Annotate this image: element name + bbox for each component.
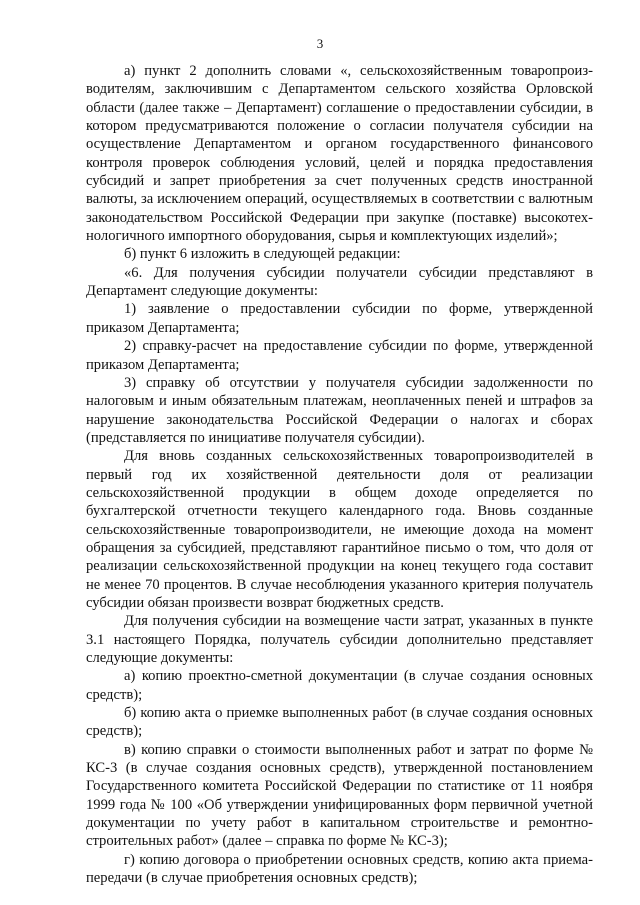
paragraph-amend-point-2: а) пункт 2 дополнить словами «, сельскохозяйственным товаропроизводителям, заключившим с Департаментом сельского хозяйства Орловской области (далее также – Департамент) соглашение о предоставлении субсидии, в котором предусматриваются положение о согласии получателя субсидии на осуществление Департаментом и органом государственного финансового контроля проверок соблюдения условий, целей и порядка предоставления субсидий и запрет приобретения за счет полученных средств иностранной валюты, за исключением операций, осуществляемых в соответствии с валютным законодательством Российской Федерации при закупке (поставке) высокотехнологичного импортного оборудования, сырья и комплектующих изделий»;: [86, 63, 593, 245]
paragraph-sub-v: в) копию справки о стоимости выполненных работ и затрат по форме № КС-3 (в случае создания основных средств), утвержденной постановлением Государственного комитета Российской Федерации по статистике от 11 ноября 1999 года № 100 «Об утверждении унифицированных форм первичной учетной документации по учету работ в капитальном строительстве и ремонтно-строительных работ» (далее – справка по форме № КС-3);: [86, 741, 593, 850]
paragraph-sub-b: б) копию акта о приемке выполненных работ (в случае создания основных средств);: [86, 705, 593, 740]
paragraph-point-6-intro: «6. Для получения субсидии получатели субсидии представляют в Департамент следующие документы:: [86, 264, 593, 300]
document-body: [86, 62, 593, 887]
paragraph-additional-docs: Для получения субсидии на возмещение части затрат, указанных в пункте 3.1 настоящего Порядка, получатель субсидии дополнительно представляет следующие документы:: [86, 613, 593, 666]
page-number: 3: [316, 36, 324, 51]
paragraph-item-2: 2) справку-расчет на предоставление субсидии по форме, утвержденной приказом Департамента;: [86, 338, 593, 373]
paragraph-sub-a: а) копию проектно-сметной документации (в случае создания основных средств);: [86, 668, 593, 703]
paragraph-item-3: 3) справку об отсутствии у получателя субсидии задолженности по налоговым и иным обязательным платежам, неоплаченных пеней и штрафов за нарушение законодательства Российской Федерации о налогах и сборах (представляется по инициативе получателя субсидии).: [86, 374, 593, 446]
paragraph-new-producers: Для вновь созданных сельскохозяйственных товаропроизводителей в первый год их хозяйственной деятельности доля от реализации сельскохозяйственной продукции в общем доходе определяется по бухгалтерской отчетности текущего календарного года. Вновь созданные сельскохозяйственные товаропроизводители, не имеющие дохода на момент обращения за субсидией, представляют гарантийное письмо о том, что доля от реализации сельскохозяйственной продукции на конец текущего года составит не менее 70 процентов. В случае несоблюдения указанного критерия получатель субсидии обязан произвести возврат бюджетных средств.: [86, 448, 593, 611]
paragraph-item-1: 1) заявление о предоставлении субсидии по форме, утвержденной приказом Департамента;: [86, 301, 593, 336]
paragraph-amend-point-6: б) пункт 6 изложить в следующей редакции:: [124, 246, 401, 263]
paragraph-sub-g: г) копию договора о приобретении основных средств, копию акта приема-передачи (в случае приобретения основных средств);: [86, 851, 593, 887]
